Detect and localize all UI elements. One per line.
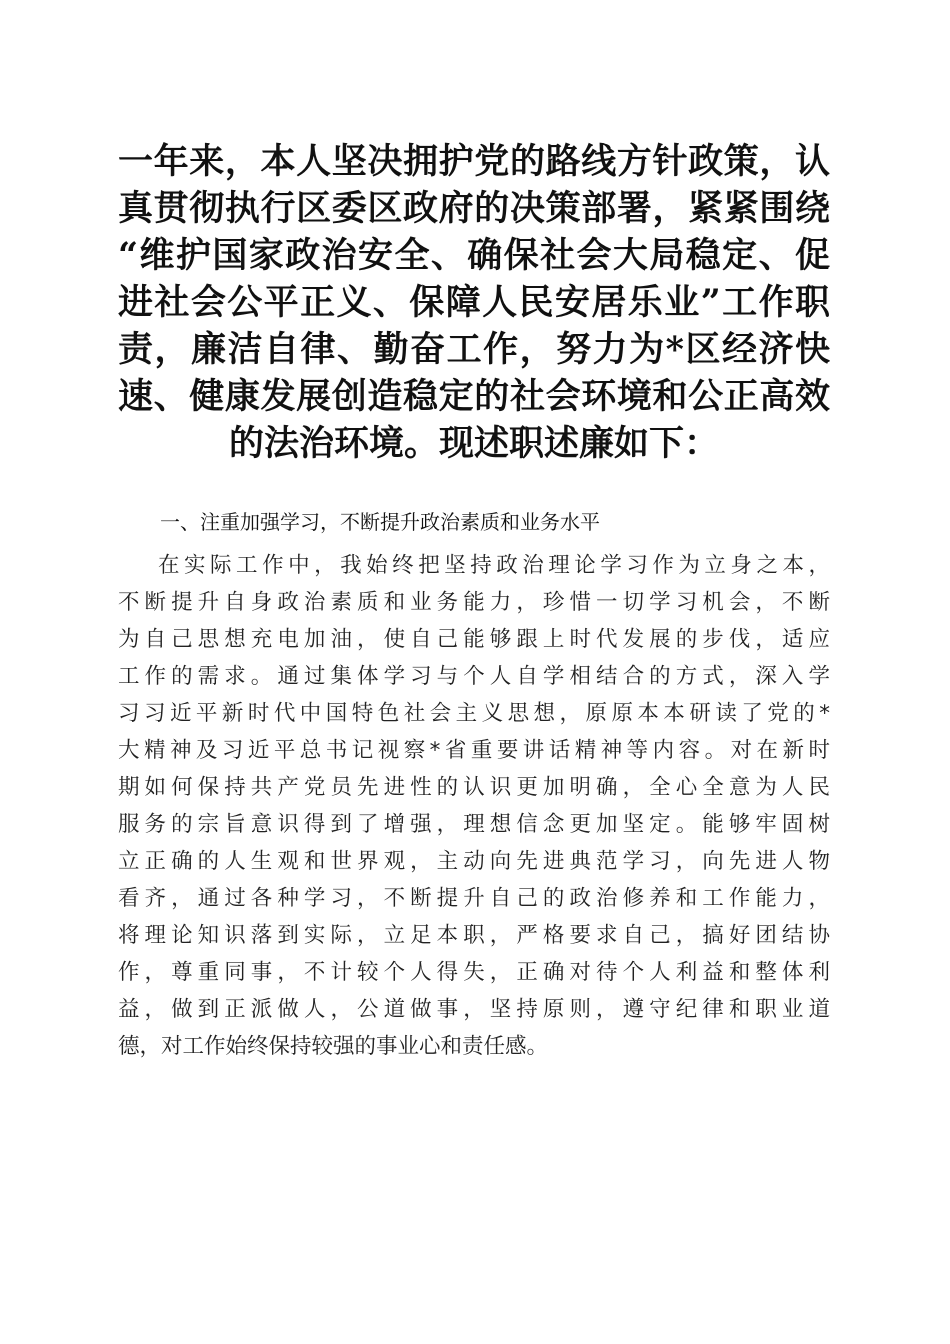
paragraph-line: 将理论知识落到实际，立足本职，严格要求自己，搞好团结协: [118, 923, 830, 948]
title-line: 的法治环境。现述职述廉如下：: [228, 423, 719, 464]
title-line: “维护国家政治安全、确保社会大局稳定、促: [118, 235, 830, 276]
title-line: 进社会公平正义、保障人民安居乐业”工作职: [118, 282, 830, 323]
paragraph-line: 服务的宗旨意识得到了增强，理想信念更加坚定。能够牢固树: [118, 812, 830, 837]
body-paragraph: [118, 547, 830, 1065]
paragraph-line: 德，对工作始终保持较强的事业心和责任感。: [118, 1034, 549, 1059]
paragraph-line: 益，做到正派做人，公道做事，坚持原则，遵守纪律和职业道: [118, 997, 830, 1022]
intro-title: [118, 138, 830, 467]
title-line: 责，廉洁自律、勤奋工作，努力为*区经济快: [118, 329, 830, 370]
title-line: 速、健康发展创造稳定的社会环境和公正高效: [118, 376, 830, 417]
section-heading: 一、注重加强学习，不断提升政治素质和业务水平: [160, 510, 600, 534]
paragraph-line: 作，尊重同事，不计较个人得失，正确对待个人利益和整体利: [118, 960, 830, 985]
paragraph-line: 期如何保持共产党员先进性的认识更加明确，全心全意为人民: [118, 775, 830, 800]
paragraph-line: 大精神及习近平总书记视察*省重要讲话精神等内容。对在新时: [118, 738, 830, 763]
paragraph-line: 看齐，通过各种学习，不断提升自己的政治修养和工作能力，: [118, 886, 830, 911]
title-line: 一年来，本人坚决拥护党的路线方针政策，认: [118, 141, 830, 182]
paragraph-line: 习习近平新时代中国特色社会主义思想，原原本本研读了党的*: [118, 701, 830, 726]
paragraph-line: 工作的需求。通过集体学习与个人自学相结合的方式，深入学: [118, 664, 830, 689]
paragraph-line: 在实际工作中，我始终把坚持政治理论学习作为立身之本，: [158, 553, 830, 578]
paragraph-line: 为自己思想充电加油，使自己能够跟上时代发展的步伐，适应: [118, 627, 830, 652]
title-line: 真贯彻执行区委区政府的决策部署，紧紧围绕: [118, 188, 830, 229]
paragraph-line: 不断提升自身政治素质和业务能力，珍惜一切学习机会，不断: [118, 590, 830, 615]
paragraph-line: 立正确的人生观和世界观，主动向先进典范学习，向先进人物: [118, 849, 830, 874]
